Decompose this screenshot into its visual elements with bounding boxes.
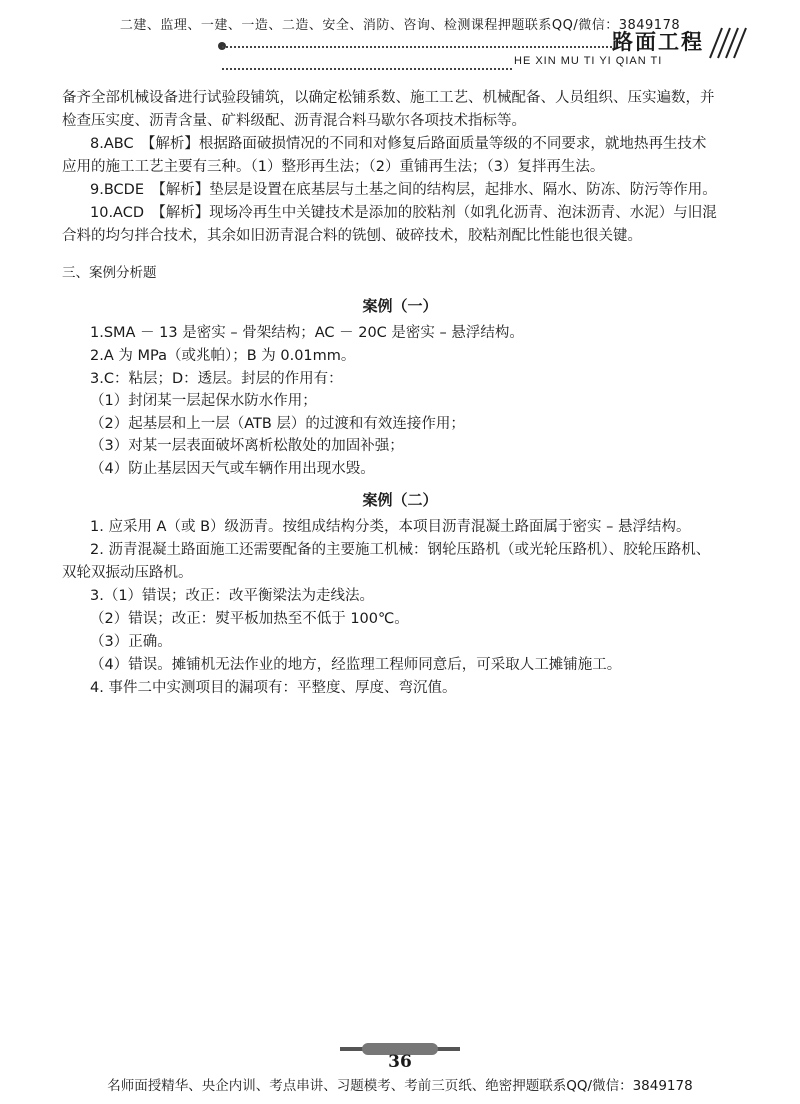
case2-line: 4. 事件二中实测项目的漏项有：平整度、厚度、弯沉值。 xyxy=(90,680,457,696)
case2-line: 双轮双振动压路机。 xyxy=(62,565,193,581)
header-dotted-rule-lower xyxy=(222,68,512,70)
footer-text: 名师面授精华、央企内训、考点串讲、习题模考、考前三页纸、绝密押题联系QQ/微信：3849178 xyxy=(107,1078,693,1094)
case1-line: （3）对某一层表面破坏离析松散处的加固补强； xyxy=(90,438,404,454)
answer-10: 10.ACD 【解析】现场冷再生中关键技术是添加的胶粘剂（如乳化沥青、泡沫沥青、水泥）与旧混 xyxy=(90,205,717,221)
body-line: 检查压实度、沥青含量、矿料级配、沥青混合料马歇尔各项技术指标等。 xyxy=(62,113,526,129)
case2-line: （3）正确。 xyxy=(90,634,172,650)
case2-line: （2）错误；改正：熨平板加热至不低于 100℃。 xyxy=(90,611,409,627)
case1-line: （1）封闭某一层起保水防水作用； xyxy=(90,393,317,409)
body-line: 备齐全部机械设备进行试验段铺筑，以确定松铺系数、施工工艺、机械配备、人员组织、压实遍数，并 xyxy=(62,90,715,106)
case2-line: 2. 沥青混凝土路面施工还需要配备的主要施工机械：钢轮压路机（或光轮压路机）、胶轮压路机、 xyxy=(90,542,711,558)
header-subtitle: HE XIN MU TI YI QIAN TI xyxy=(514,55,663,67)
case1-title: 案例（一） xyxy=(362,297,438,315)
case2-line: 1. 应采用 A（或 B）级沥青。按组成结构分类，本项目沥青混凝土路面属于密实 – 悬浮结构。 xyxy=(90,519,691,535)
header-dotted-rule xyxy=(222,46,612,48)
answer-9: 9.BCDE 【解析】垫层是设置在底基层与土基之间的结构层，起排水、隔水、防冻、防污等作用。 xyxy=(90,182,717,198)
page-number: 36 xyxy=(388,1052,412,1072)
body-line: 合料的均匀拌合技术，其余如旧沥青混合料的铣刨、破碎技术，胶粘剂配比性能也很关键。 xyxy=(62,228,642,244)
case2-line: （4）错误。摊铺机无法作业的地方，经监理工程师同意后，可采取人工摊铺施工。 xyxy=(90,657,622,673)
answer-8: 8.ABC 【解析】根据路面破损情况的不同和对修复后路面质量等级的不同要求，就地热再生技术 xyxy=(90,136,707,152)
case1-line: 2.A 为 MPa（或兆帕）；B 为 0.01mm。 xyxy=(90,348,356,364)
header-top-text: 二建、监理、一建、一造、二造、安全、消防、咨询、检测课程押题联系QQ/微信：3849178 xyxy=(119,18,681,33)
case1-line: （4）防止基层因天气或车辆作用出现水毁。 xyxy=(90,461,375,477)
case2-title: 案例（二） xyxy=(362,491,438,509)
case1-line: （2）起基层和上一层（ATB 层）的过渡和有效连接作用； xyxy=(90,416,465,432)
case2-line: 3.（1）错误；改正：改平衡梁法为走线法。 xyxy=(90,588,375,604)
section-title: 三、案例分析题 xyxy=(62,265,157,281)
case1-line: 1.SMA － 13 是密实 – 骨架结构；AC － 20C 是密实 – 悬浮结构。 xyxy=(90,325,524,341)
body-line: 应用的施工工艺主要有三种。（1）整形再生法；（2）重铺再生法；（3）复拌再生法。 xyxy=(62,159,605,175)
header-stripes-icon xyxy=(700,26,750,60)
case1-line: 3.C：粘层；D：透层。封层的作用有： xyxy=(90,371,343,387)
header-title: 路面工程 xyxy=(612,30,704,54)
